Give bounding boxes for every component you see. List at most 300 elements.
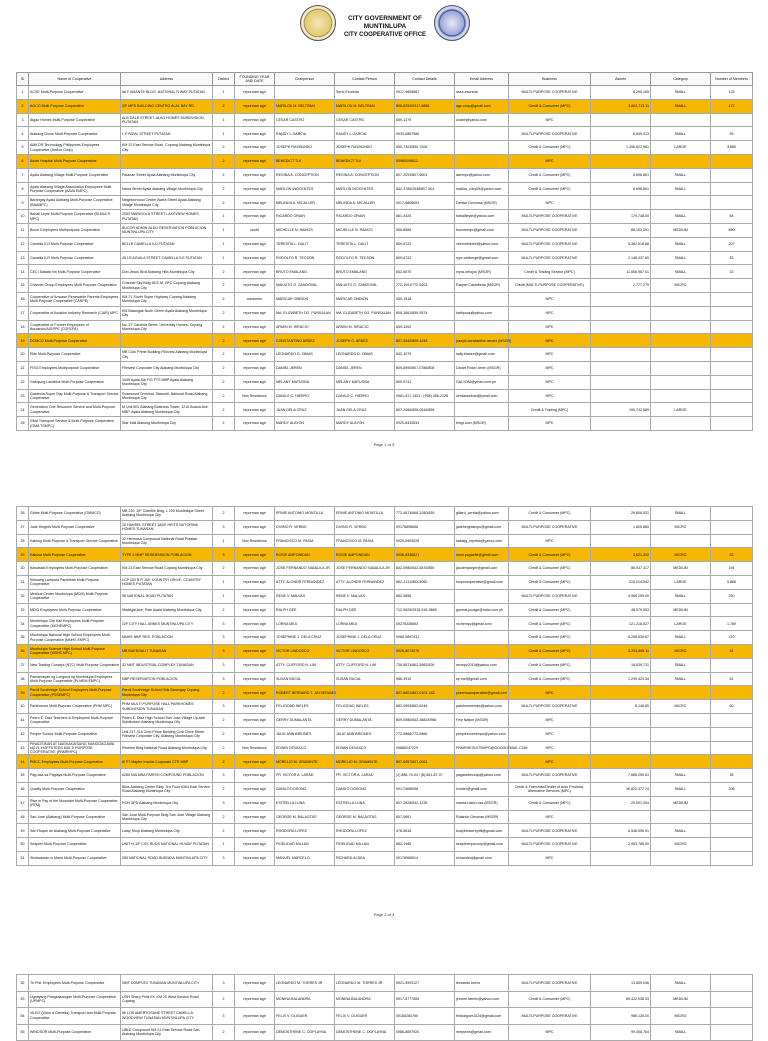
cell-id: 8 — [17, 182, 29, 196]
cell-district: 2 — [213, 727, 235, 741]
table-row — [17, 700, 753, 714]
cell-members — [711, 796, 753, 810]
table-row — [17, 520, 753, 534]
cell-chair: JULIE ANN BRIONES — [275, 727, 335, 741]
cell-name: Ayala Alabang Village Multi-Purpose Cooperative — [29, 168, 121, 182]
cell-founding: reporman agri — [235, 320, 275, 334]
cell-address: #8 F AMANTE BLDG. NATIONAL R WAY PUTATAN — [121, 86, 213, 100]
cell-district: 1 — [213, 127, 235, 141]
cell-chair: ROSIE AMPONIDAN — [275, 548, 335, 562]
cell-assets: 6,258,839.87 — [591, 631, 651, 645]
cell-category — [651, 686, 711, 700]
cell-details: 0961-517-1451 / (998) 455-2128 — [395, 389, 455, 403]
column-header: Number of Members — [711, 73, 753, 86]
table-row — [17, 838, 753, 852]
cell-details: 842-0980/842-5876/850 — [395, 562, 455, 576]
cell-assets: 1,805,860 — [591, 520, 651, 534]
cell-district: 3 — [213, 520, 235, 534]
cell-contact: JUAN DELA CRUZ — [335, 403, 395, 417]
cell-district: 3 — [213, 852, 235, 866]
cell-email: marisel.delo.rosa (MSGR) — [455, 796, 509, 810]
cell-details: 809-6990/807-0786/808 — [395, 361, 455, 375]
cell-contact: ERNIE ANTONIO MONTILLA — [335, 507, 395, 521]
cell-assets: 6,698,861 — [591, 182, 651, 196]
cell-address: Pedro E. Diaz High School San Jose Village Up-tale Subdivision Alabang Muntinlupa City — [121, 713, 213, 727]
cell-name: Pedro E. Diaz Teachers & Employees Multi-Purpose Cooperative — [29, 713, 121, 727]
table-row — [17, 755, 753, 769]
cell-district: 3 — [213, 796, 235, 810]
cell-category: SMALL — [651, 507, 711, 521]
cell-email — [455, 644, 509, 658]
cell-assets — [591, 810, 651, 824]
cell-business: MPC — [509, 320, 591, 334]
cell-assets: 86,937,317 — [591, 562, 651, 576]
cell-district: 2 — [213, 265, 235, 279]
cell-address: 32 Hermosa Compound National Road Putatan Muntinlupa City — [121, 534, 213, 548]
cell-address: 58 NATIONAL ROAD PUTATAN — [121, 589, 213, 603]
cell-business: Credit & Consumer (MPC) — [509, 991, 591, 1008]
cell-district: 3 — [213, 644, 235, 658]
cell-category: SMALL — [651, 251, 711, 265]
cell-email: agc.coop@gmail.com — [455, 99, 509, 113]
cell-contact: ATTY. CLIFFORD N. LIM — [335, 658, 395, 672]
cell-name: Ayala Alabang Village Association Employees Multi-Purpose Cooperative (AAVA EMPC) — [29, 182, 121, 196]
cell-members — [711, 534, 753, 548]
cell-address: BUCOR ADMIN BLDG RESERVATION POBLACION MUNTINLUPA CITY — [121, 223, 213, 237]
cell-assets — [591, 534, 651, 548]
table-row — [17, 1008, 753, 1025]
cell-email: felixoliguer1024@gmail.com — [455, 1008, 509, 1025]
cell-members: 208 — [711, 783, 753, 797]
cell-chair: MANUEL MARCELO — [275, 852, 335, 866]
table-row — [17, 727, 753, 741]
cell-email: Rolando Geronas (MSGR) — [455, 810, 509, 824]
cell-address: Bliss Alabang Center Bldg. 3rd Floor #384 East Service Road Alabang Muntinlupa City — [121, 783, 213, 797]
cell-founding: reporman agri — [235, 700, 275, 714]
cell-details: 862-5856 — [395, 589, 455, 603]
cell-members: 31 — [711, 644, 753, 658]
cell-category: MEDIUM — [651, 223, 711, 237]
cell-name: Cooperative of Amcase Renewable Parents Employees Multi-Purpose Cooperative (CARPE) — [29, 292, 121, 306]
cell-id: 26 — [17, 507, 29, 521]
cell-email: richandea@gmail.com — [455, 852, 509, 866]
cell-contact: MA. ELIZABETH DG. PUNSALAN — [335, 306, 395, 320]
page-number: Page 1 of 3 — [373, 442, 395, 447]
table-row — [17, 631, 753, 645]
cell-category — [651, 727, 711, 741]
cell-name: Paroll Southridge School Employees Multi-Purpose Cooperative (PSSEMPC) — [29, 686, 121, 700]
cell-business: MULTI-PURPOSE COOPERATIVE — [509, 769, 591, 783]
cell-members: 52 — [711, 672, 753, 686]
cell-district: 2 — [213, 99, 235, 113]
cell-id: 22 — [17, 375, 29, 389]
cell-details: 772-5866/772-5866 — [395, 727, 455, 741]
cell-id: 42 — [17, 727, 29, 741]
cell-name: San Roque de Alabang Multi-Purpose Cooperative — [29, 824, 121, 838]
cell-address: BELLE CAMELLA II-D PUTATAN — [121, 237, 213, 251]
cell-district: 1 — [213, 251, 235, 265]
cell-business: MULTI-PURPOSE COOPERATIVE — [509, 700, 591, 714]
cell-chair: FELICIDAD INELES — [275, 700, 335, 714]
cell-address: 3/F MPD BUILDING CENTRO ALAL BAY RD. — [121, 99, 213, 113]
table-row — [17, 810, 753, 824]
cell-district: 2 — [213, 562, 235, 576]
cell-members: 64 — [711, 210, 753, 224]
cell-chair: ATTY. CLIFFORD N. LIM — [275, 658, 335, 672]
cell-category: MEDIUM — [651, 796, 711, 810]
column-header: FOUNDING YEAR AND DATE — [235, 73, 275, 86]
cell-assets — [591, 755, 651, 769]
cell-contact: SUSAN BUCAL — [335, 672, 395, 686]
cell-category: SMALL — [651, 824, 711, 838]
cell-chair: FR. VICTOR A. LARAD — [275, 769, 335, 783]
cell-name: Seaplex Multi-Purpose Cooperative — [29, 838, 121, 852]
cell-category — [651, 417, 711, 431]
cell-business: MPC — [509, 334, 591, 348]
cell-members: 3,680 — [711, 141, 753, 155]
table-row — [17, 251, 753, 265]
cooperatives-table — [16, 72, 753, 431]
table-row — [17, 196, 753, 210]
cell-details: 0933-6867980 — [395, 127, 455, 141]
cell-members: 370 — [711, 631, 753, 645]
cell-address: UNIT H-1/F CSX RUDS NATIONAL HI-WAY PUTATAN — [121, 838, 213, 852]
cell-members — [711, 348, 753, 362]
cell-name: Pamamayan ng Lungsod ng Muntinlupa Employees Multi-Purpose Cooperative (PLMEM EMPC) — [29, 672, 121, 686]
cell-members: 93 — [711, 127, 753, 141]
cell-district: 2 — [213, 375, 235, 389]
cell-assets — [591, 306, 651, 320]
cell-assets: 8,295,165 — [591, 86, 651, 100]
header-title: CITY GOVERNMENT OF MUNTINLUPA — [348, 15, 422, 30]
cell-assets: 11,656,987.01 — [591, 265, 651, 279]
cell-chair: MORELIO M. GRAMINTE — [275, 755, 335, 769]
cell-address: 32 NMT INDUSTRIAL COMPLEX TUNASAN — [121, 658, 213, 672]
cell-founding: reporman agri — [235, 658, 275, 672]
cell-contact: LORNA MEA — [335, 617, 395, 631]
cell-business: Credit & Consumer (MPC) — [509, 548, 591, 562]
cell-name: Galuyung Landbha Multi-Purpose Cooperative — [29, 375, 121, 389]
cell-contact: BRUTO EMALANG — [335, 265, 395, 279]
cell-address: TYPE 2 MMP RESIDENSION POBLACION — [121, 548, 213, 562]
cell-founding: reporman agri — [235, 403, 275, 417]
table-row — [17, 589, 753, 603]
cell-id: 50 — [17, 838, 29, 852]
cell-founding: credit — [235, 223, 275, 237]
cell-id: 19 — [17, 334, 29, 348]
cell-business: MPC — [509, 348, 591, 362]
cell-district: 1 — [213, 534, 235, 548]
cell-contact: MORELIO M. GRAMINTE — [335, 755, 395, 769]
cell-id: 10 — [17, 210, 29, 224]
cell-assets — [591, 375, 651, 389]
cell-members: 1,789 — [711, 617, 753, 631]
cell-business: Credit & Consumer (MPC) — [509, 603, 591, 617]
cell-assets: 3,602,713.11 — [591, 99, 651, 113]
cell-assets: 13,659,046 — [591, 975, 651, 992]
cell-contact: DANILO DOSONG — [335, 783, 395, 797]
cell-details: 09165284760 — [395, 1008, 455, 1025]
cell-founding: reporman agri — [235, 755, 275, 769]
cell-category — [651, 334, 711, 348]
cell-assets — [591, 389, 651, 403]
cell-category — [651, 306, 711, 320]
cell-business: Credit & Consumer (MPC) — [509, 617, 591, 631]
cell-address: Star Mall Alabang Muntinlupa City — [121, 417, 213, 431]
cell-district: 1 — [213, 113, 235, 127]
cell-founding: reporman agri — [235, 713, 275, 727]
cell-chair: MONINA BALANDRA — [275, 991, 335, 1008]
cell-id: 45 — [17, 769, 29, 783]
cell-chair: MELANY MATUGBA — [275, 375, 335, 389]
column-header: Address — [121, 73, 213, 86]
cell-assets: 89,422,038.33 — [591, 991, 651, 1008]
cell-members — [711, 182, 753, 196]
cell-assets: 319,014,542 — [591, 575, 651, 589]
cell-name: Gardenia Super Ray Multi-Purpose & Transport Service Cooperative — [29, 389, 121, 403]
cell-address: 2053 MARIGOLD STREET LAKEVIEW HOMES PUTATAN — [121, 210, 213, 224]
cell-assets — [591, 741, 651, 755]
cell-assets — [591, 361, 651, 375]
cell-members: 60 — [711, 700, 753, 714]
cell-chair: RODOLFO R. TECSON — [275, 251, 335, 265]
cell-business: Credit & Consumer (MPC) — [509, 658, 591, 672]
cell-category — [651, 361, 711, 375]
cell-district: 3 — [213, 631, 235, 645]
cell-business: MPC — [509, 1024, 591, 1041]
cell-category: SMALL — [651, 658, 711, 672]
cell-category — [651, 375, 711, 389]
cell-details: 772-4671/668-1280/839 — [395, 507, 455, 521]
cell-district: 2 — [213, 810, 235, 824]
column-header: Name of Cooperative — [29, 73, 121, 86]
cell-chair: RENE V. MALVAS — [275, 589, 335, 603]
cell-founding: reporman agri — [235, 783, 275, 797]
table-row — [17, 796, 753, 810]
cell-id: 13 — [17, 251, 29, 265]
cell-email: gusmis.juudge@mdci.com.ph — [455, 603, 509, 617]
cell-name: FISG Employees Multipurpose Cooperative — [29, 361, 121, 375]
cell-address: UBLE Compound KM 21 East Service Road San Alabang Muntinlupa City — [121, 1024, 213, 1041]
cell-email: sp.mcf@gmail.com — [455, 672, 509, 686]
table-row — [17, 168, 753, 182]
cell-email — [455, 631, 509, 645]
cell-details: 809-0980/842-3882/0966 — [395, 713, 455, 727]
cell-address: Filinvest Corporate City Alabang Muntinlupa City — [121, 361, 213, 375]
cell-details: 0917-6806693 — [395, 196, 455, 210]
cell-members — [711, 1008, 753, 1025]
cell-id: 14 — [17, 265, 29, 279]
table-row — [17, 306, 753, 320]
cell-email: Denise Gevonas (MSGR) — [455, 196, 509, 210]
cell-members: 850 — [711, 223, 753, 237]
cell-founding: reporman agri — [235, 237, 275, 251]
cell-business: MPC — [509, 727, 591, 741]
cell-business: MPC — [509, 713, 591, 727]
cell-name: Asian Hospital Multi-Purpose Cooperative — [29, 154, 121, 168]
cell-chair: RICARDO ORAIN — [275, 210, 335, 224]
cell-details: 09178898656 — [395, 520, 455, 534]
cell-business: MPC — [509, 306, 591, 320]
cell-assets: 18,639,731 — [591, 658, 651, 672]
cell-business: MPC — [509, 686, 591, 700]
cell-assets: 8,148.80 — [591, 700, 651, 714]
cell-business: Credit & Consumer (MPC) — [509, 672, 591, 686]
cell-chair: ARMIN M. HIRACIO — [275, 320, 335, 334]
cell-id: 28 — [17, 534, 29, 548]
cell-district: 1 — [213, 237, 235, 251]
cell-details: 807-2093/807-6601 — [395, 168, 455, 182]
cell-name: Alabang Grove Multi-Purpose Cooperative — [29, 127, 121, 141]
cell-district: 2 — [213, 348, 235, 362]
cell-chair: TERESITA L. DALIT — [275, 237, 335, 251]
cell-details: 0986-8697920 — [395, 1024, 455, 1041]
cell-email: ntcmpc2019@yahoo.com — [455, 658, 509, 672]
cell-district: 2 — [213, 361, 235, 375]
cell-details: 659-1379 — [395, 113, 455, 127]
cell-contact: MICHELLE N. RAMOS — [335, 223, 395, 237]
cell-id: 23 — [17, 389, 29, 403]
cell-id: 1 — [17, 86, 29, 100]
cell-details: 842-3789/2548/807-501 — [395, 182, 455, 196]
cell-business: MPC — [509, 113, 591, 127]
cell-address: KM 22 East Service Road, Cupang Alabang Muntinlupa City — [121, 141, 213, 155]
cell-district: 2 — [213, 154, 235, 168]
cell-members — [711, 507, 753, 521]
cell-district: 2 — [213, 389, 235, 403]
column-header: ID — [17, 73, 29, 86]
cell-details: 808-8250/0917-5865 — [395, 99, 455, 113]
cell-details: 809-9741 — [395, 375, 455, 389]
cell-business: MPC — [509, 534, 591, 548]
cell-assets: 6,548,996.91 — [591, 824, 651, 838]
cell-id: 4 — [17, 127, 29, 141]
cell-name: WINDSOR Multi-Purpose Cooperative — [29, 1024, 121, 1041]
cell-business: Credit & Consumer (MPC) — [509, 644, 591, 658]
cell-name: Elite Multi-Purpose Cooperative — [29, 348, 121, 362]
cell-founding: reporman agri — [235, 1008, 275, 1025]
cell-district: 2 — [213, 1024, 235, 1041]
cell-district: 3 — [213, 672, 235, 686]
table-row — [17, 86, 753, 100]
cell-members — [711, 375, 753, 389]
table-row — [17, 320, 753, 334]
cell-address: KM 23 East Service Road Cupang Muntinlupa City — [121, 562, 213, 576]
cell-members: 194 — [711, 562, 753, 576]
cell-email: asse.esoreda — [455, 86, 509, 100]
cell-category — [651, 348, 711, 362]
cell-email: verdansebuol@ymail.com — [455, 389, 509, 403]
cell-founding: reporman agri — [235, 196, 275, 210]
cell-email: kabisig_mpetsk@yahoo.com — [455, 534, 509, 548]
cell-members: 128 — [711, 86, 753, 100]
cell-chair: CONSTANTINO ARDEZ — [275, 334, 335, 348]
cell-name: Algao Homes Multi-Purpose Cooperative — [29, 113, 121, 127]
cell-contact: CESAR CASTRO — [335, 113, 395, 127]
cell-founding: reporman agri — [235, 575, 275, 589]
cell-assets: 2,293,865.11 — [591, 644, 651, 658]
cell-members — [711, 292, 753, 306]
cell-id: 16 — [17, 292, 29, 306]
cell-business: MPC — [509, 196, 591, 210]
cell-chair: MARLON INOCENTES — [275, 182, 335, 196]
cell-id: 33 — [17, 603, 29, 617]
cell-address: G/F CITY HALL ANNEX MUNTINLUPA CITY — [121, 617, 213, 631]
cell-chair: VICTOR LINDOSCO — [275, 644, 335, 658]
table-row — [17, 644, 753, 658]
cell-name: GMA Transport Service & Multi-Purpose Cooperative (GMA TSMPC) — [29, 417, 121, 431]
cell-details: 807-0661 — [395, 810, 455, 824]
cell-address: PHM MULTI PURPOSE HALL PARKHOMES SUBDIVISION TUNASAN — [121, 700, 213, 714]
cell-assets: 7,668,259.61 — [591, 769, 651, 783]
cell-district: 3 — [213, 769, 235, 783]
header-title-block — [330, 15, 440, 39]
cell-district: 2 — [213, 196, 235, 210]
cell-chair: JOSEPH RAYMUNDO — [275, 141, 335, 155]
cell-founding: reporman agri — [235, 603, 275, 617]
cell-chair: ROBERT BERNARD T. JAYSERAMO — [275, 686, 335, 700]
cell-address: Channel Sky Bldg 55 E.M. DFC Cupang Alabang Muntinlupa City — [121, 279, 213, 293]
cell-email: pssemucooperative@gmail.com — [455, 686, 509, 700]
cell-category: LARGE — [651, 617, 711, 631]
cell-address: 45 LR AGUILA STREET CAMELLA II-E PUTATAN — [121, 251, 213, 265]
cell-contact: JOSE FERNANDO SABALILA JR. — [335, 562, 395, 576]
cell-founding: reporman agri — [235, 361, 275, 375]
cell-address: Lalay Shop Alabang Muntinlupa City — [121, 824, 213, 838]
cell-id: 48 — [17, 810, 29, 824]
cell-name: Kabisig Multi-Purpose & Transport Service Cooperative — [29, 534, 121, 548]
cell-email: hxrider@gmail.com — [455, 783, 509, 797]
cell-id: 51 — [17, 852, 29, 866]
cell-members — [711, 113, 753, 127]
cell-name: Kawasaki Employees Multi-Purpose Cooperative — [29, 562, 121, 576]
cell-assets: 3,621,302 — [591, 548, 651, 562]
cell-business: MPC — [509, 755, 591, 769]
cell-business: Credit & Consumer (MPC) — [509, 507, 591, 521]
cell-details: 478-5818 — [395, 824, 455, 838]
cell-address: 20 HANSEL STREET JADE HEITS NUTORINA HOMES TUNASAN — [121, 520, 213, 534]
cell-details: 850-7303/850-7206 — [395, 141, 455, 155]
cell-contact: ATTY. ALONDR FERNANDEZ — [335, 575, 395, 589]
cell-category: MEDIUM — [651, 562, 711, 576]
cell-chair: LEONARDO M. TORRES JR. — [275, 975, 335, 992]
cell-name: Pag-asa sa Pagtaya Multi-Purpose Cooperative — [29, 769, 121, 783]
table-row — [17, 741, 753, 755]
cell-district: 2 — [213, 824, 235, 838]
cell-contact: RICARDO ORAIN — [335, 210, 395, 224]
cell-id: 32 — [17, 589, 29, 603]
cell-name: DOMCO Multi-Purpose Cooperative — [29, 334, 121, 348]
cell-category: SMALL — [651, 99, 711, 113]
cell-founding: reporman agri — [235, 154, 275, 168]
cell-category — [651, 852, 711, 866]
cell-assets: 36,822,377.74 — [591, 783, 651, 797]
table-row — [17, 127, 753, 141]
cell-address: MB 220, 2/F Ciderfile Bldg, L 200 Muntinlupa Street Alabang Muntinlupa City — [121, 507, 213, 521]
cell-founding: reporman agri — [235, 251, 275, 265]
cell-contact: MARILOU M. BELTRAN — [335, 99, 395, 113]
cell-members — [711, 741, 753, 755]
cell-district: 2 — [213, 783, 235, 797]
cell-name: Rise in Pay of the Mountain Multi-Purpose Cooperative (RTM) — [29, 796, 121, 810]
cell-district: 2 — [213, 713, 235, 727]
cell-category: SMALL — [651, 86, 711, 100]
cell-chair: RALPH DEE — [275, 603, 335, 617]
cell-name: Cooperative of Aviation Industry Research (CAIR) MPC — [29, 306, 121, 320]
cell-assets: 1,299,423.34 — [591, 672, 651, 686]
cell-district: 3 — [213, 548, 235, 562]
column-header: Category — [651, 73, 711, 86]
